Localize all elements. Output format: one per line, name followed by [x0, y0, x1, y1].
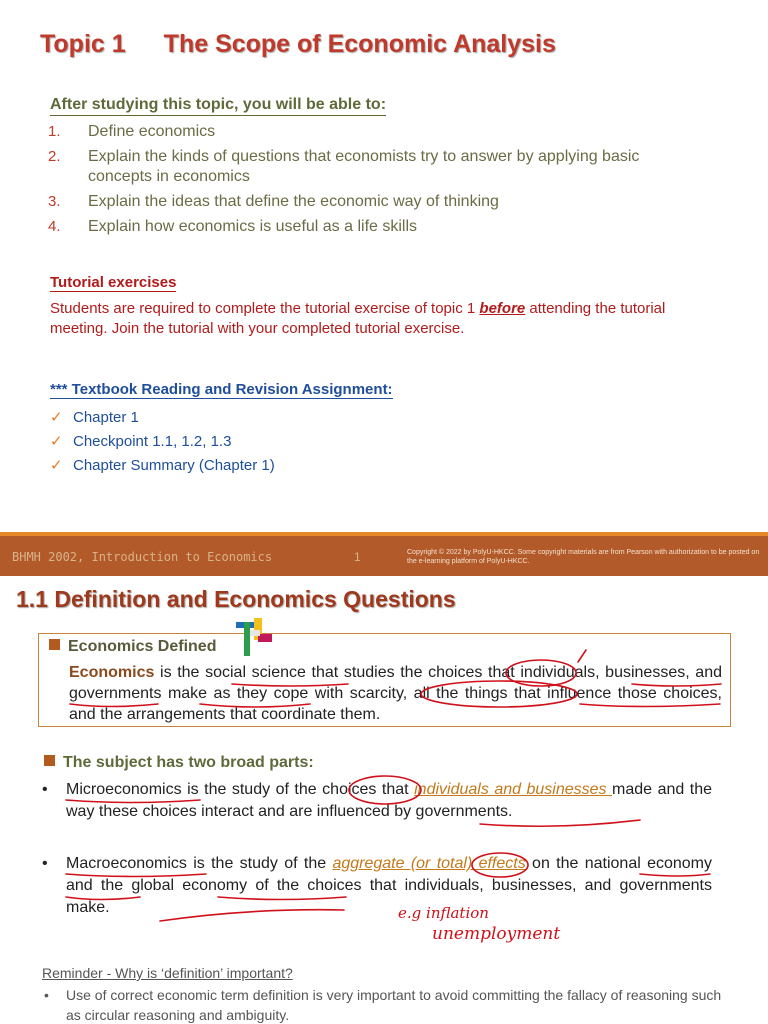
bullet-icon: •: [42, 855, 48, 872]
reminder-heading: Reminder - Why is ‘definition’ important?: [42, 965, 293, 981]
section-title: 1.1 Definition and Economics Questions: [16, 586, 456, 612]
tutorial-emphasis: before: [479, 300, 526, 317]
macro-text-part: on the national economy and the global economy of the choices that individuals, businesses, and governments make.: [66, 855, 713, 916]
definition-keyword: Economics: [69, 664, 155, 681]
bullet-icon: •: [42, 781, 48, 798]
item-number: 3.: [48, 193, 61, 210]
item-text: Checkpoint 1.1, 1.2, 1.3: [73, 433, 232, 450]
item-number: 2.: [48, 148, 61, 165]
bullet-icon: •: [44, 987, 49, 1003]
list-item: [48, 217, 688, 237]
check-icon: ✓: [50, 433, 63, 450]
item-text: Explain the ideas that define the economic way of thinking: [88, 193, 499, 210]
item-text: Define economics: [88, 123, 216, 140]
item-number: 4.: [48, 218, 61, 235]
page-number: 1: [354, 550, 361, 564]
parts-heading-text: The subject has two broad parts:: [63, 754, 314, 771]
tutorial-text: [50, 299, 690, 339]
textbook-heading: *** Textbook Reading and Revision Assignment:: [50, 381, 393, 398]
copyright-notice: Copyright © 2022 by PolyU-HKCC. Some copyright materials are from Pearson with authorization to be posted on the e-learning platform of PolyU-HKCC.: [407, 549, 760, 565]
definition-heading: [49, 638, 216, 656]
check-icon: ✓: [50, 409, 63, 426]
macro-text-part: Macroeconomics is the study of the: [66, 855, 333, 872]
square-bullet-icon: [44, 755, 55, 766]
item-number: 1.: [48, 123, 61, 140]
course-name: BHMH 2002, Introduction to Economics: [12, 550, 273, 564]
micro-text: [66, 779, 712, 823]
item-text: Explain the kinds of questions that economists try to answer by applying basic concepts in economics: [88, 148, 640, 185]
item-text: Chapter Summary (Chapter 1): [73, 457, 275, 474]
parts-heading: [44, 754, 314, 772]
list-item: [48, 192, 688, 212]
definition-heading-text: Economics Defined: [68, 638, 217, 655]
tutorial-heading: Tutorial exercises: [50, 274, 177, 291]
publisher-logo-icon: [232, 616, 276, 660]
handwritten-note: unemployment: [432, 924, 561, 944]
slide-footer: [0, 532, 768, 576]
reminder-text: Use of correct economic term definition is very important to avoid committing the fallacy of reasoning such as circular reasoning and ambiguity.: [66, 987, 722, 1023]
micro-highlight: individuals and businesses: [414, 781, 613, 798]
topic-number: Topic 1: [40, 30, 126, 58]
list-item: [50, 454, 275, 478]
definition-body: is the social science that studies the choices that individuals, businesses, and governments make as they cope with scarcity, all the things that influence those choices, and the arrangements that coordinate them.: [69, 664, 722, 723]
square-bullet-icon: [49, 639, 60, 650]
page-title: [40, 30, 556, 59]
macro-bullet: [42, 853, 712, 919]
textbook-list: [50, 406, 275, 478]
handwritten-note: e.g inflation: [398, 904, 489, 922]
item-text: Explain how economics is useful as a life skills: [88, 218, 418, 235]
macro-highlight: aggregate (or total) effects: [332, 855, 526, 872]
micro-text-part: Microeconomics is the study of the choices that: [66, 781, 415, 798]
topic-title: The Scope of Economic Analysis: [163, 30, 556, 58]
check-icon: ✓: [50, 457, 63, 474]
macro-text: [66, 853, 712, 919]
list-item: [50, 430, 275, 454]
slide-definition: [0, 576, 768, 1024]
micro-text-part: made and the way these choices interact and are influenced by governments.: [66, 781, 712, 820]
tutorial-text-part: attending the tutorial meeting. Join the tutorial with your completed tutorial exercise.: [50, 300, 666, 337]
reminder-bullet: [44, 985, 724, 1024]
objectives-list: [48, 122, 688, 242]
definition-text: [69, 662, 722, 725]
tutorial-text-part: Students are required to complete the tutorial exercise of topic 1: [50, 300, 480, 317]
list-item: [50, 406, 275, 430]
list-item: [48, 122, 688, 142]
micro-bullet: [42, 779, 712, 823]
list-item: [48, 147, 688, 187]
definition-box: [38, 633, 731, 727]
objectives-heading: After studying this topic, you will be able to:: [50, 96, 386, 116]
item-text: Chapter 1: [73, 409, 139, 426]
